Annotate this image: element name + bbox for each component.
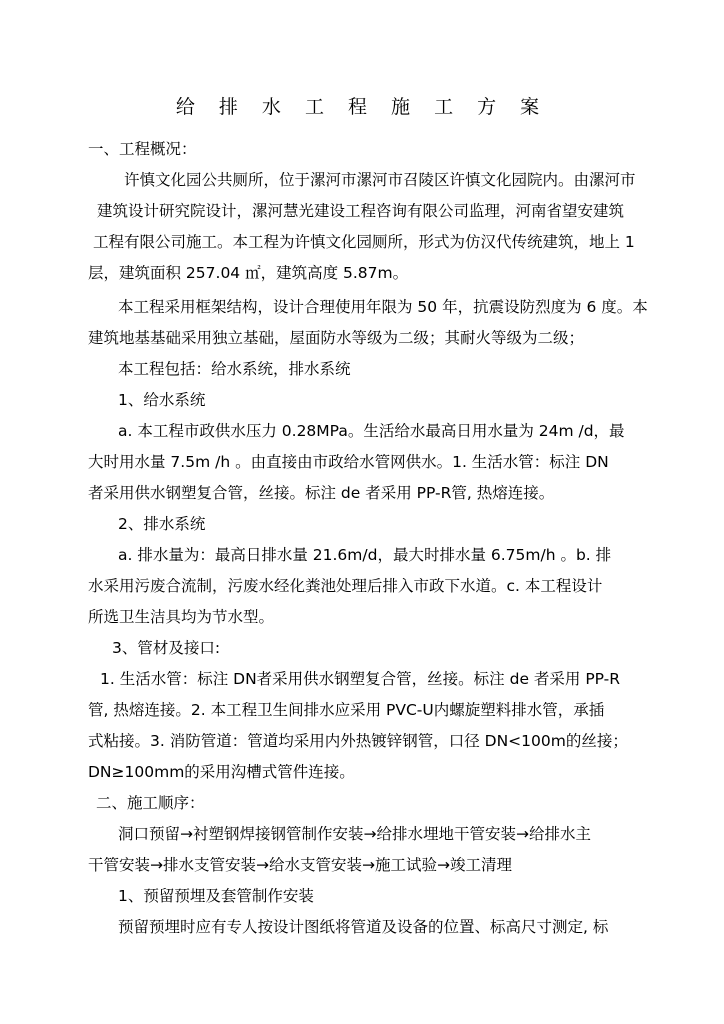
paragraph-line: 本工程包括：给水系统，排水系统 xyxy=(118,360,351,378)
paragraph-line: 本工程采用框架结构，设计合理使用年限为 50 年，抗震设防烈度为 6 度。本 xyxy=(118,298,648,316)
subsection-heading: 1、给水系统 xyxy=(118,391,206,409)
paragraph-line: 预留预埋时应有专人按设计图纸将管道及设备的位置、标高尺寸测定, 标 xyxy=(118,918,609,936)
paragraph-line: a. 排水量为：最高日排水量 21.6m/d，最大时排水量 6.75m/h 。b. 排 xyxy=(118,546,612,564)
paragraph-line: 水采用污废合流制，污废水经化粪池处理后排入市政下水道。c. 本工程设计 xyxy=(88,577,603,595)
section-heading-sequence: 二、施工顺序： xyxy=(96,794,205,812)
paragraph-line: 干管安装→排水支管安装→给水支管安装→施工试验→竣工清理 xyxy=(88,856,512,874)
paragraph-line: 建筑设计研究院设计，漯河慧光建设工程咨询有限公司监理，河南省望安建筑 xyxy=(97,202,625,220)
paragraph-line: 式粘接。3. 消防管道：管道均采用内外热镀锌钢管，口径 DN<100m的丝接； xyxy=(88,732,628,750)
paragraph-line: 管, 热熔连接。2. 本工程卫生间排水应采用 PVC-U内螺旋塑料排水管，承插 xyxy=(88,701,605,719)
paragraph-line: DN≥100mm的采用沟槽式管件连接。 xyxy=(88,763,355,781)
subsection-heading: 3、管材及接口: xyxy=(112,639,221,657)
paragraph-line: 洞口预留→衬塑钢焊接钢管制作安装→给排水埋地干管安装→给排水主 xyxy=(118,825,591,843)
paragraph-line: 建筑地基基础采用独立基础，屋面防水等级为二级；其耐火等级为二级； xyxy=(88,329,585,347)
section-heading-overview: 一、工程概况： xyxy=(88,140,197,158)
paragraph-line: 工程有限公司施工。本工程为许慎文化园厕所，形式为仿汉代传统建筑，地上 1 xyxy=(93,233,635,251)
paragraph-line: 者采用供水钢塑复合管，丝接。标注 de 者采用 PP-R管, 热熔连接。 xyxy=(88,484,555,502)
document-title: 给 排 水 工 程 施 工 方 案 xyxy=(175,96,549,118)
paragraph-line: a. 本工程市政供水压力 0.28MPa。生活给水最高日用水量为 24m /d，最 xyxy=(118,422,625,440)
paragraph-line: 所选卫生洁具均为节水型。 xyxy=(88,608,275,626)
paragraph-line: 1. 生活水管：标注 DN者采用供水钢塑复合管，丝接。标注 de 者采用 PP-R xyxy=(100,670,621,688)
subsection-heading: 1、预留预埋及套管制作安装 xyxy=(118,887,314,905)
paragraph-line: 大时用水量 7.5m /h 。由直接由市政给水管网供水。1. 生活水管：标注 DN xyxy=(88,453,609,471)
subsection-heading: 2、排水系统 xyxy=(118,515,206,533)
paragraph-line: 层，建筑面积 257.04 ㎡，建筑高度 5.87m。 xyxy=(88,264,409,282)
paragraph-line: 许慎文化园公共厕所，位于漯河市漯河市召陵区许慎文化园院内。由漯河市 xyxy=(124,171,636,189)
